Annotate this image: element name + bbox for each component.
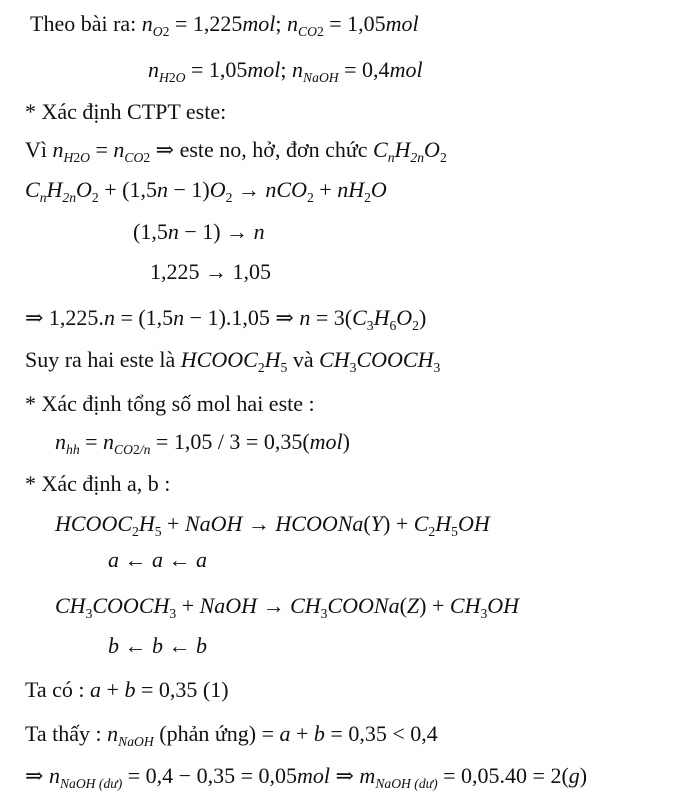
math-italic: C [25, 177, 40, 202]
math-italic: mol [247, 57, 281, 82]
text-line [25, 676, 229, 704]
text-segment: → [257, 593, 291, 618]
subscript: 3 [320, 605, 328, 621]
subscript [159, 70, 169, 85]
text-segment: ) [579, 763, 588, 788]
subscript [80, 150, 90, 165]
math-italic: g [568, 763, 580, 788]
math-italic: nH [337, 177, 365, 202]
text-segment: ) + [383, 511, 414, 536]
math-italic: b [124, 677, 136, 702]
text-segment: Theo bài ra: [30, 11, 142, 36]
math-italic: mol [385, 11, 419, 36]
subscript [410, 150, 424, 165]
text-line [25, 720, 438, 748]
subscript-text: O [152, 23, 163, 39]
text-line [150, 258, 271, 286]
text-segment: * Xác định tổng số mol hai este : [25, 391, 315, 416]
subscript: 2 [428, 523, 436, 539]
text-segment: − 1).1,05 ⇒ [184, 305, 300, 330]
text-line [55, 510, 490, 538]
math-italic: H [373, 305, 390, 330]
math-italic: n [113, 137, 125, 162]
subscript: 6 [389, 317, 397, 333]
math-italic: n [141, 11, 153, 36]
math-italic: Z [406, 593, 420, 618]
subscript-text: CO [124, 149, 144, 165]
text-segment: = 0,05.40 = 2( [437, 763, 569, 788]
math-italic: n [173, 305, 185, 330]
math-italic: n [48, 763, 60, 788]
math-italic: OH [487, 593, 520, 618]
text-segment: = 1,05 / 3 = 0,35( [150, 429, 310, 454]
subscript: 2 [412, 317, 419, 333]
math-italic: a [152, 547, 163, 572]
text-segment: * Xác định a, b : [25, 471, 171, 496]
text-segment: + [313, 177, 338, 202]
text-segment: (phản ứng) = [153, 721, 280, 746]
subscript [153, 24, 163, 39]
math-italic: n [103, 429, 115, 454]
math-italic: C [352, 305, 367, 330]
math-italic: C [373, 137, 388, 162]
subscript [124, 150, 143, 165]
math-italic: n [253, 219, 265, 244]
math-italic: CH [290, 593, 321, 618]
subscript [66, 442, 80, 457]
math-italic: m [359, 763, 376, 788]
subscript: 2 [132, 441, 140, 457]
math-italic: b [152, 633, 163, 658]
math-italic: C [413, 511, 429, 536]
math-italic: mol [309, 429, 343, 454]
text-segment: ) [342, 429, 350, 454]
math-italic: HCOONa [275, 511, 364, 536]
math-italic: b [313, 721, 325, 746]
text-segment: ← [163, 547, 196, 572]
math-italic: a [90, 677, 102, 702]
text-line [25, 176, 387, 204]
text-segment: + (1,5 [98, 177, 157, 202]
subscript-text: O [80, 149, 90, 165]
math-italic: H [435, 511, 452, 536]
subscript: 2 [306, 189, 314, 205]
subscript [114, 442, 133, 457]
math-italic: n [107, 721, 119, 746]
text-segment: và [287, 347, 320, 372]
subscript-text: NaOH [118, 733, 154, 749]
math-italic: n [156, 177, 168, 202]
subscript-text: 2n [410, 149, 425, 165]
text-segment: ; [280, 57, 293, 82]
subscript: 2 [316, 23, 324, 39]
subscript: 5 [280, 359, 288, 375]
math-italic: O [424, 137, 440, 162]
text-segment: ⇒ 1,225. [25, 305, 104, 330]
text-segment: ; [275, 11, 287, 36]
math-italic: OH [457, 511, 490, 536]
text-segment: Ta thấy : [25, 721, 108, 746]
subscript: 2 [257, 359, 265, 375]
text-segment: + [176, 593, 200, 618]
text-segment: ( [399, 593, 407, 618]
subscript [388, 150, 395, 165]
subscript: 3 [433, 359, 441, 375]
subscript-text: NaOH (dư) [375, 775, 438, 791]
text-segment: → [242, 511, 276, 536]
math-italic: NaOH [184, 511, 243, 536]
subscript: 5 [154, 523, 162, 539]
text-segment: = 0,4 [338, 57, 390, 82]
math-italic: a [279, 721, 291, 746]
subscript: 3 [349, 359, 357, 375]
subscript: 2 [143, 149, 151, 165]
text-line [25, 136, 447, 164]
math-italic: H [264, 347, 281, 372]
text-segment: Suy ra hai este là [25, 347, 181, 372]
math-italic: COONa [327, 593, 400, 618]
math-italic: CH [449, 593, 481, 618]
text-segment: − 1) [167, 177, 210, 202]
subscript-text: H [63, 149, 74, 165]
text-segment: = 1,05 [323, 11, 386, 36]
subscript-text: /n [139, 441, 151, 457]
math-italic: NaOH [199, 593, 258, 618]
text-segment: 1,225 → 1,05 [150, 259, 271, 284]
subscript-text: n [387, 149, 395, 165]
subscript: 2 [225, 189, 233, 205]
math-italic: Y [370, 511, 383, 536]
text-segment: = 0,4 − 0,35 = 0,05 [122, 763, 297, 788]
text-segment: ) [418, 305, 427, 330]
text-segment: + [101, 677, 125, 702]
text-segment: = 0,35 (1) [135, 677, 229, 702]
text-line [55, 428, 350, 456]
subscript-text: H [159, 69, 169, 85]
text-segment: * Xác định CTPT este: [25, 99, 227, 124]
math-italic: n [299, 305, 311, 330]
subscript-text: 2n [62, 189, 77, 205]
math-italic: O [396, 305, 413, 330]
text-line [25, 470, 170, 498]
text-line [148, 56, 423, 84]
math-italic: b [108, 633, 119, 658]
subscript: 2 [91, 189, 99, 205]
subscript: 3 [169, 605, 177, 621]
subscript: 3 [366, 317, 374, 333]
subscript: 5 [451, 523, 458, 539]
subscript: 2 [162, 23, 170, 39]
math-italic: COOCH [92, 593, 170, 618]
math-italic: HCOOC [180, 347, 258, 372]
subscript [60, 776, 122, 791]
text-segment: − 1) → [178, 219, 254, 244]
math-italic: a [196, 547, 207, 572]
math-italic: COOCH [356, 347, 434, 372]
subscript [62, 190, 76, 205]
math-italic: nCO [265, 177, 307, 202]
text-line [108, 546, 207, 574]
subscript-text: CO [298, 23, 317, 39]
text-segment: Ta có : [25, 677, 91, 702]
subscript-text: NaOH (dư) [59, 775, 123, 791]
text-segment: = [79, 429, 104, 454]
math-italic: H [138, 511, 155, 536]
subscript [64, 150, 74, 165]
subscript [298, 24, 317, 39]
subscript [140, 442, 151, 457]
text-segment: = (1,5 [114, 305, 174, 330]
subscript-text: hh [66, 441, 80, 457]
math-italic: mol [242, 11, 276, 36]
math-italic: n [167, 219, 179, 244]
text-segment: ← [163, 633, 196, 658]
text-segment: + [290, 721, 314, 746]
text-segment: = 1,225 [169, 11, 243, 36]
subscript: 2 [73, 149, 81, 165]
math-italic: n [52, 137, 64, 162]
math-italic: CH [319, 347, 350, 372]
text-segment: = 3( [310, 305, 353, 330]
text-line [108, 632, 207, 660]
math-italic: n [103, 305, 115, 330]
math-italic: HCOOC [55, 511, 133, 536]
text-segment: + [161, 511, 185, 536]
subscript [375, 776, 437, 791]
text-segment: → [232, 177, 266, 202]
subscript: 3 [85, 605, 93, 621]
text-segment: ← [119, 547, 152, 572]
math-italic: b [196, 633, 207, 658]
text-segment: ⇒ este no, hở, đơn chức [150, 137, 374, 162]
math-italic: H [394, 137, 411, 162]
subscript-text: CO [114, 441, 133, 457]
subscript: 2 [364, 189, 371, 205]
subscript [303, 70, 339, 85]
text-segment: = 0,35 < 0,4 [324, 721, 438, 746]
math-italic: H [46, 177, 63, 202]
text-line [55, 592, 519, 620]
text-line [133, 218, 265, 246]
text-segment: (1,5 [133, 219, 168, 244]
text-segment: Vì [25, 137, 53, 162]
subscript [40, 190, 47, 205]
text-segment: = 1,05 [185, 57, 248, 82]
math-italic: n [287, 11, 298, 36]
text-segment: ⇒ [25, 763, 49, 788]
text-line [25, 346, 440, 374]
subscript-text: NaOH [303, 69, 339, 85]
text-segment: ⇒ [329, 763, 360, 788]
text-line [25, 390, 315, 418]
text-segment: ← [119, 633, 152, 658]
text-segment: ) + [419, 593, 450, 618]
subscript: 2 [168, 69, 176, 85]
math-italic: O [209, 177, 226, 202]
subscript: 3 [480, 605, 488, 621]
math-italic: O [76, 177, 92, 202]
math-italic: CH [55, 593, 86, 618]
math-italic: mol [296, 763, 330, 788]
subscript: 2 [132, 523, 139, 539]
text-line [30, 10, 419, 38]
math-italic: n [148, 57, 159, 82]
subscript-text: O [175, 69, 186, 85]
subscript-text: n [39, 189, 47, 205]
text-segment: = [90, 137, 114, 162]
math-italic: a [108, 547, 119, 572]
subscript [118, 734, 154, 749]
subscript: 2 [439, 149, 447, 165]
text-line [25, 762, 587, 790]
text-segment: ( [363, 511, 371, 536]
math-italic: n [55, 429, 66, 454]
math-italic: mol [389, 57, 423, 82]
subscript [176, 70, 186, 85]
text-line [25, 304, 426, 332]
math-italic: n [292, 57, 304, 82]
math-italic: O [370, 177, 387, 202]
text-line [25, 98, 226, 126]
